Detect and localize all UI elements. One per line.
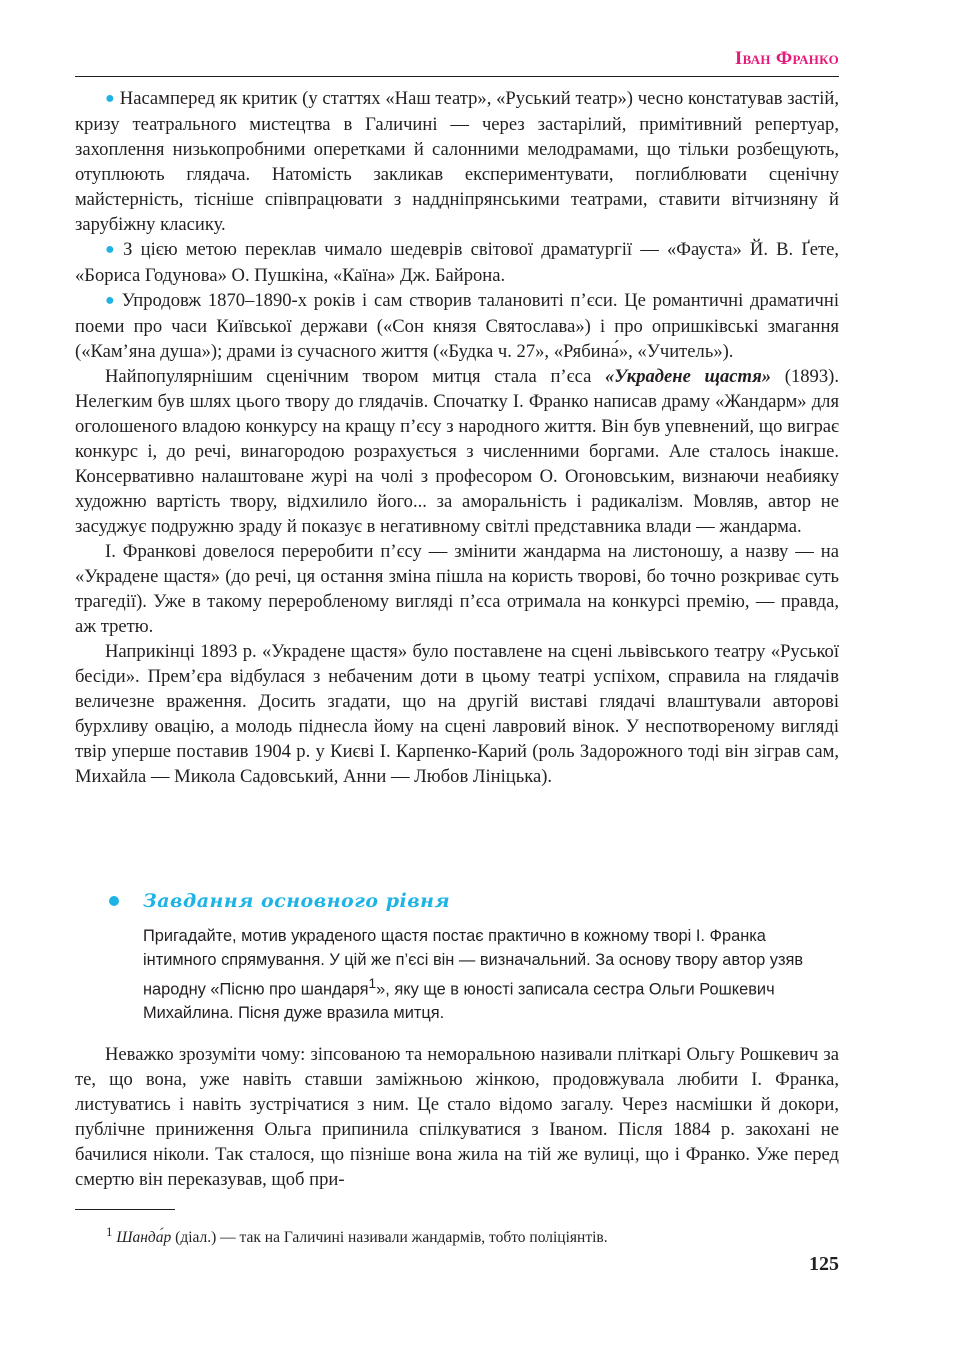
bullet-paragraph: ● Упродовж 1870–1890-х років і сам створив талановиті п’єси. Це романтичні драматичні поеми про часи Київської держави («Сон князя Святослава») і про опришківські змагання («Кам’яна душа»); драми із сучасного життя («Будка ч. 27», «Рябина́», «Учитель»).	[75, 290, 839, 362]
task-box	[75, 884, 839, 1025]
page-number: 125	[809, 1253, 839, 1275]
footnote-term: Шанда́р	[116, 1229, 172, 1247]
bullet-dot-icon: ●	[105, 292, 117, 309]
footnote-ref: 1	[368, 976, 377, 991]
running-header: Іван Франко	[734, 48, 839, 69]
bullet-dot-icon: ●	[105, 241, 119, 258]
paragraph: І. Франкові довелося переробити п’єсу — змінити жандарма на листоношу, а назву — на «Украдене щастя» (до речі, ця остання зміна пішла на користь творові, бо точно розкриває суть трагедії). Уже в такому переробленому вигляді п’єса отримала на конкурсі премію, — правда, аж третю.	[75, 541, 839, 637]
footnote: $^1$ Шанда́р (діал.) — так на Галичині називали жандармів, тобто поліціянтів.	[106, 1224, 608, 1247]
task-title: Завдання основного рівня	[143, 890, 451, 912]
header-rule	[75, 76, 839, 77]
main-text	[75, 86, 839, 789]
paragraph: Наприкінці 1893 р. «Украдене щастя» було поставлене на сцені львівського театру «Руської бесіди». Прем’єра відбулася з небаченим доти в цьому театрі успіхом, справила на глядачів величезне враження. Досить згадати, що на другій виставі глядачі влаштували авторові бурхливу овацію, а молодь піднесла йому на сцені лавровий вінок. У неспотвореному вигляді твір уперше поставив 1904 р. у Києві І. Карпенко-Карий (роль Задорожного тоді він зіграв сам, Михайла — Микола Садовський, Анни — Любов Лініцька).	[75, 641, 839, 787]
paragraph: Неважко зрозуміти чому: зіпсованою та неморальною називали пліткарі Ольгу Рошкевич за те, що вона, уже навіть ставши заміжньою жінкою, продовжувала любити І. Франка, листуватись і навіть зустрічатися з ним. Це стало відомо загалу. Через насмішки й докори, публічне приниження Ольга припинила спілкуватися з Іваном. Після 1884 р. закохані не бачилися ніколи. Так сталося, що пізніше вона жила на тій же вулиці, що і Франко. Уже перед смертю він переказував, щоб при-	[75, 1044, 839, 1190]
play-title: «Украдене щастя»	[605, 366, 772, 387]
main-text-continued	[75, 1042, 839, 1192]
bullet-paragraph: ● З цією метою переклав чимало шедеврів світової драматургії — «Фауста» Й. В. Ґете, «Бориса Годунова» О. Пушкіна, «Каїна» Дж. Байрона.	[75, 239, 839, 286]
task-body: Пригадайте, мотив украденого щастя постає практично в кожному творі І. Франка інтимного спрямування. У цій же п’єсі він — визначальний. За основу твору автор узяв народну «Пісню про шандаря$^1$», яку ще в юності записала сестра Ольги Рошкевич Михайлина. Пісня дуже вразила митця.	[143, 927, 804, 1023]
bullet-paragraph: ● Насамперед як критик (у статтях «Наш театр», «Руський театр») чесно констатував застій, кризу театрального мистецтва в Галичині — через застарілий, примітивний репертуар, захоплення низькопробними оперетками й салонними мелодрамами, що тільки розбещують, отуплюють глядача. Натомість закликав експериментувати, поглиблювати сценічну майстерність, тісніше співпрацювати з наддніпрянськими театрами, ставити вітчизняну й зарубіжну класику.	[75, 88, 839, 235]
task-header	[75, 884, 839, 918]
bullet-dot-icon	[109, 896, 119, 906]
footnote-rule	[75, 1209, 175, 1210]
bullet-dot-icon: ●	[105, 90, 115, 107]
paragraph: Найпопулярнішим сценічним твором митця стала п’єса «Украдене щастя» (1893). Нелегким був шлях цього твору до глядачів. Спочатку І. Франко написав драму «Жандарм» для оголошеного владою конкурсу на кращу п’єсу з народного життя. Він був упевнений, що виграє конкурс і, до речі, винагородою розрахується з численними боргами. Але сталось інакше. Консервативно налаштоване журі на чолі з професором О. Огоновським, визнаючи неабияку художню вартість твору, відхилило його... за аморальність і радикалізм. Мовляв, автор не засуджує подружню зраду й показує в негативному світлі представника влади — жандарма.	[75, 366, 839, 537]
